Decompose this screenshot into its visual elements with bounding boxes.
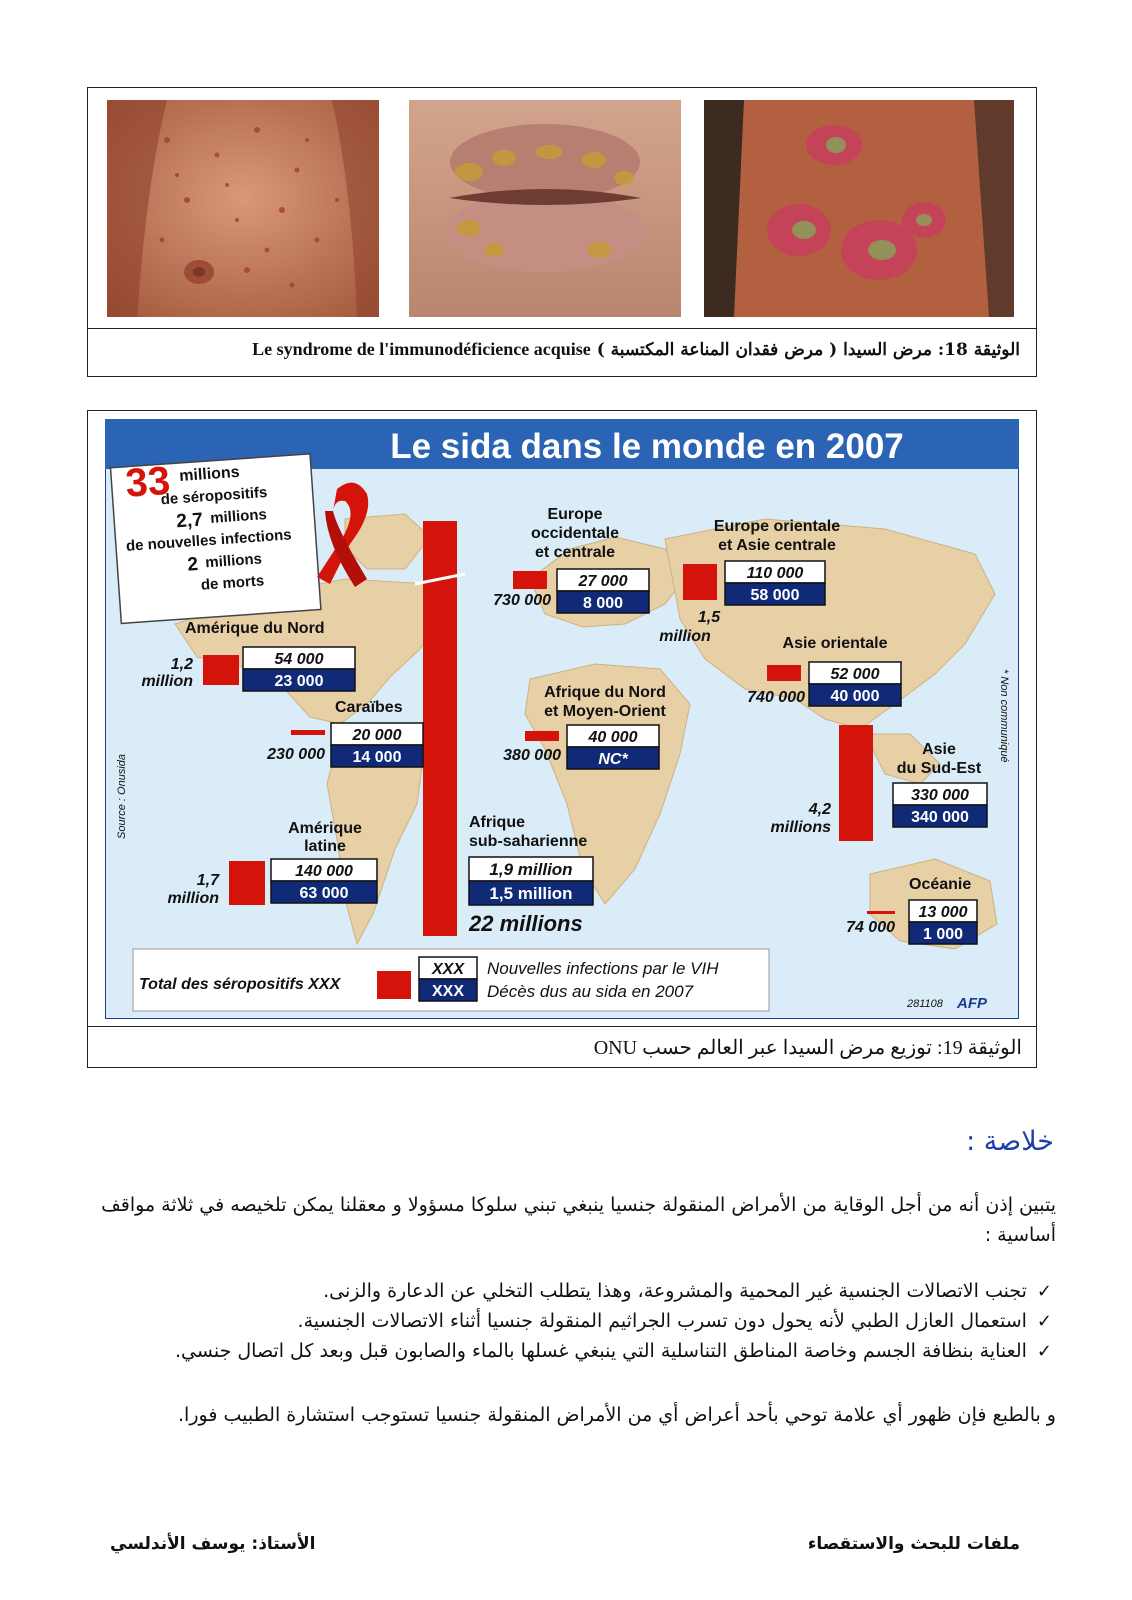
footer-left: الأستاذ: يوسف الأندلسي (110, 1534, 316, 1554)
region-name-3: et centrale (534, 544, 616, 561)
deaths: NC* (598, 751, 628, 768)
bullet-item (175, 1340, 1052, 1362)
photo-back-lesions (704, 100, 1014, 317)
region-name: Europe (547, 506, 603, 523)
bullet-item (323, 1280, 1052, 1302)
total-value: 1,7 (196, 872, 219, 889)
bullet-text: تجنب الاتصالات الجنسية غير المحمية والمشروعة، وهذا يتطلب التخلي عن الدعارة والزنى. (323, 1280, 1027, 1302)
total-value: 1,5 (697, 609, 721, 626)
footer-right: ملفات للبحث والاستقصاء (807, 1534, 1020, 1554)
region-name-2: et Asie centrale (718, 537, 836, 554)
source-note: Source : Onusida (116, 754, 128, 839)
total-value: 1,2 (170, 656, 193, 673)
new-infections: 54 000 (274, 651, 324, 668)
total-bar (525, 731, 559, 741)
total-unit: million (659, 628, 711, 645)
total-bar (513, 571, 547, 589)
region-name-2: latine (304, 838, 346, 855)
deaths: 8 000 (582, 595, 624, 612)
new-infections: 1,9 million (489, 860, 573, 879)
legend-infections-label: Nouvelles infections par le VIH (487, 959, 719, 978)
conclusion-intro: يتبين إذن أنه من أجل الوقاية من الأمراض المنقولة جنسيا ينبغي تبني سلوكا مسؤولا و معقلنا يمكن تلخيصه في ثلاثة مواقف أساسية : (101, 1194, 1056, 1246)
total-unit: millions (770, 819, 831, 836)
bullet-text: استعمال العازل الطبي لأنه يحول دون تسرب الجراثيم المنقولة جنسيا أثناء الاتصالات الجنسية. (297, 1310, 1027, 1332)
total-value: 74 000 (846, 919, 895, 936)
deaths: 14 000 (352, 749, 402, 766)
total-bar (203, 655, 239, 685)
document-18-figure (87, 87, 1037, 377)
region-name: Amérique du Nord (185, 620, 325, 637)
region-name-2: du Sud-Est (896, 760, 982, 777)
total-value: 740 000 (747, 689, 805, 706)
total-bar (767, 665, 801, 681)
caption-text: الوثيقة 19: توزيع مرض السيدا عبر العالم حسب ONU (593, 1037, 1022, 1059)
region-name-2: occidentale (530, 525, 620, 542)
legend-xxx-deaths: XXX (431, 983, 465, 1000)
total-bar (291, 730, 325, 735)
caption-french: Le syndrome de l'immunodéficience acquise (252, 339, 591, 359)
new-infections: 52 000 (830, 666, 880, 683)
checkmark-icon: ✓ (1036, 1341, 1052, 1362)
summary-infections-number: 2,7 (175, 509, 204, 533)
summary-millions-2: millions (209, 506, 268, 527)
region-name: Afrique du Nord (544, 684, 666, 701)
total-unit: million (167, 890, 219, 907)
summary-big-number: 33 (124, 458, 172, 506)
document-19-caption (88, 1026, 1036, 1068)
checkmark-icon: ✓ (1036, 1281, 1052, 1302)
legend-total-label: Total des séropositifs XXX (139, 976, 341, 993)
summary-new-infections: de nouvelles infections (125, 526, 293, 555)
total-value: 4,2 (808, 801, 831, 818)
map-legend (133, 949, 769, 1011)
new-infections: 20 000 (352, 727, 402, 744)
new-infections: 13 000 (918, 904, 968, 921)
region-name: Europe orientale (713, 518, 841, 535)
new-infections: 330 000 (911, 787, 969, 804)
total-unit: million (141, 673, 193, 690)
region-name: Amérique (288, 820, 362, 837)
legend-total-swatch (377, 971, 411, 999)
region-name: Caraïbes (335, 699, 403, 716)
deaths: 63 000 (299, 885, 349, 902)
deaths: 40 000 (830, 688, 880, 705)
new-infections: 110 000 (746, 565, 804, 582)
conclusion-title: خلاصة : (966, 1126, 1054, 1157)
photo-chest-rash (107, 100, 379, 317)
document-19-figure (87, 410, 1037, 1068)
region-name: Océanie (909, 876, 972, 893)
caption-arabic: الوثيقة 18: مرض السيدا ( مرض فقدان المناعة المكتسبة ) (596, 340, 1020, 360)
summary-deaths-number: 2 (186, 553, 199, 576)
summary-seropositive: de séropositifs (160, 483, 268, 509)
total-bar (867, 911, 895, 914)
summary-deaths: de morts (200, 572, 265, 594)
photo-strip (88, 88, 1036, 328)
legend-xxx-infections: XXX (431, 961, 465, 978)
new-infections: 140 000 (295, 863, 353, 880)
summary-millions-3: millions (204, 550, 263, 572)
map-title: Le sida dans le monde en 2007 (390, 427, 904, 466)
photo-lip-lesions (409, 100, 681, 317)
deaths: 23 000 (274, 673, 324, 690)
agency-logo: AFP (957, 995, 987, 1012)
region-name: Afrique (469, 814, 525, 831)
region-name-2: sub-saharienne (469, 833, 588, 850)
bullet-text: العناية بنظافة الجسم وخاصة المناطق التناسلية التي ينبغي غسلها بالماء والصابون قبل وبعد كل اتصال جنسي. (175, 1340, 1027, 1362)
total-value: 22 millions (469, 911, 583, 936)
non-communique-note: * Non communiqué (998, 669, 1010, 763)
region-sub-saharan-africa (468, 814, 593, 936)
credit-number: 281108 (907, 998, 943, 1010)
total-bar (683, 564, 717, 600)
new-infections: 40 000 (588, 729, 638, 746)
deaths: 58 000 (750, 587, 800, 604)
region-name-2: et Moyen-Orient (544, 703, 666, 720)
summary-card (110, 449, 321, 624)
total-bar (839, 725, 873, 841)
deaths: 340 000 (911, 809, 969, 826)
total-bar (229, 861, 265, 905)
document-18-caption (88, 328, 1036, 377)
summary-millions-1: millions (178, 463, 241, 485)
conclusion-final: و بالطبع فإن ظهور أي علامة توحي بأحد أعراض أي من الأمراض المنقولة جنسيا تستوجب استشارة الطبيب فورا. (178, 1404, 1056, 1426)
deaths: 1 000 (922, 926, 964, 943)
total-value: 730 000 (493, 592, 551, 609)
total-value: 380 000 (503, 747, 561, 764)
deaths: 1,5 million (489, 884, 573, 903)
new-infections: 27 000 (578, 573, 628, 590)
world-aids-map (105, 419, 1019, 1019)
bullet-item (298, 1310, 1052, 1332)
region-name: Asie orientale (782, 635, 888, 652)
checkmark-icon: ✓ (1036, 1311, 1052, 1332)
legend-deaths-label: Décès dus au sida en 2007 (487, 982, 694, 1001)
region-name: Asie (922, 741, 956, 758)
total-value: 230 000 (267, 746, 325, 763)
